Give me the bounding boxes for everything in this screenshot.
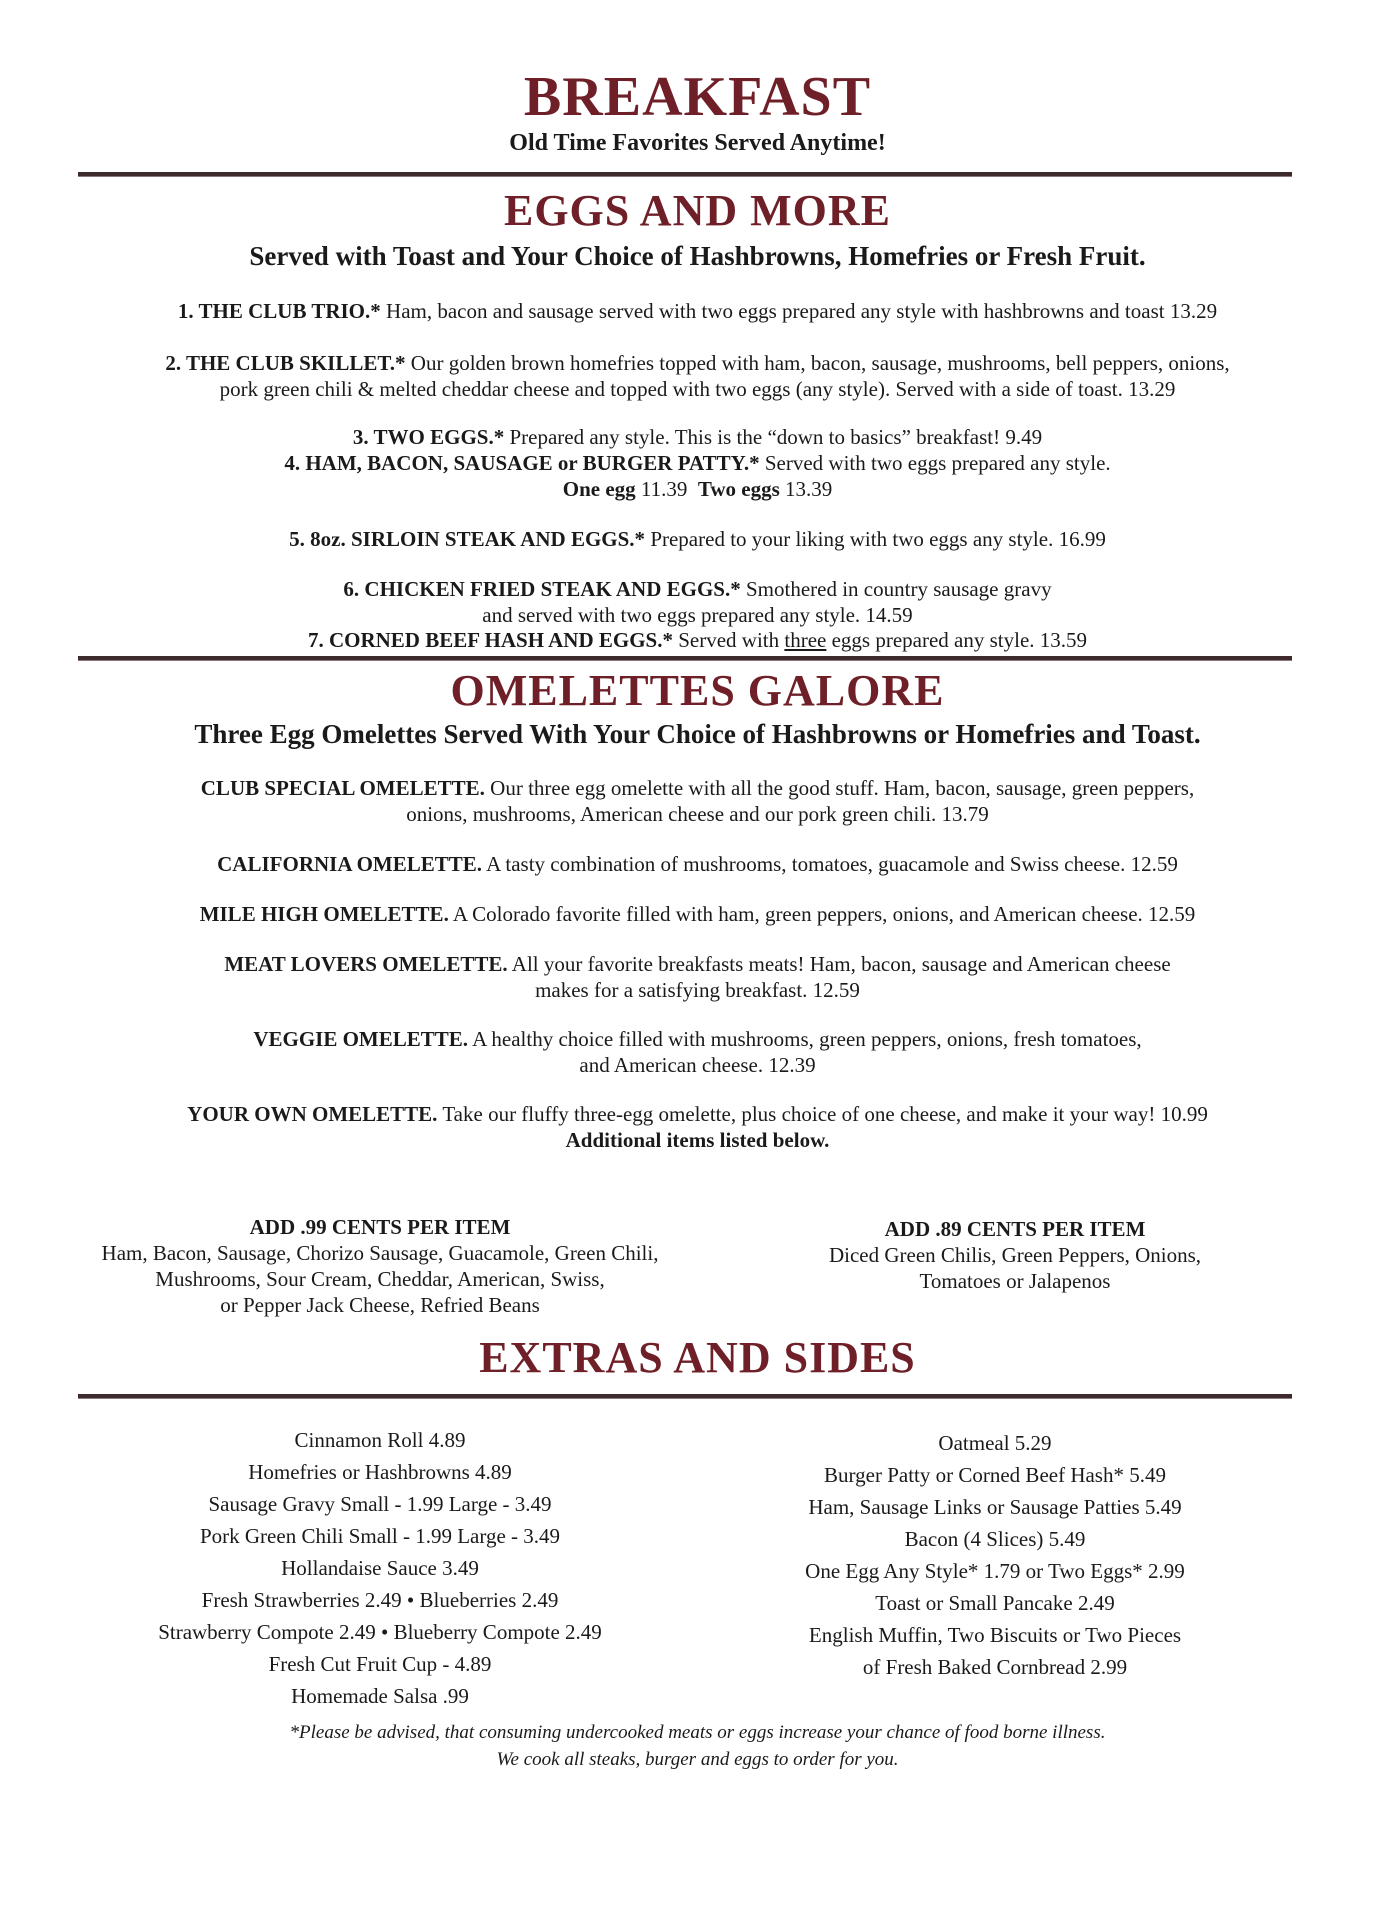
- addons-line: Diced Green Chilis, Green Peppers, Onions,: [828, 1243, 1202, 1267]
- item-name: MEAT LOVERS OMELETTE.: [224, 952, 508, 976]
- item-name: CLUB SPECIAL OMELETTE.: [200, 776, 485, 800]
- item-name: CALIFORNIA OMELETTE.: [217, 852, 483, 876]
- menu-item-veggie-omelette: [60, 1026, 1335, 1078]
- menu-item-ham-bacon: [60, 450, 1335, 502]
- item-name: 3. TWO EGGS.*: [352, 425, 505, 449]
- sides-list-left: [80, 1424, 680, 1712]
- side-item: Ham, Sausage Links or Sausage Patties 5.49: [808, 1495, 1182, 1519]
- side-item: Fresh Cut Fruit Cup - 4.89: [268, 1652, 492, 1676]
- item-desc: A tasty combination of mushrooms, tomatoes, guacamole and Swiss cheese. 12.59: [486, 852, 1178, 876]
- item-desc: Prepared to your liking with two eggs any style. 16.99: [650, 527, 1106, 551]
- item-desc: Our three egg omelette with all the good stuff. Ham, bacon, sausage, green peppers,: [490, 776, 1195, 800]
- item-desc: Prepared any style. This is the “down to basics” breakfast! 9.49: [509, 425, 1043, 449]
- side-item: English Muffin, Two Biscuits or Two Pieces: [808, 1623, 1182, 1647]
- menu-item-meat-lovers-omelette: [60, 951, 1335, 1003]
- item-desc: makes for a satisfying breakfast. 12.59: [535, 978, 860, 1002]
- addons-line: Mushrooms, Sour Cream, Cheddar, American, Swiss,: [155, 1267, 605, 1291]
- item-desc: and served with two eggs prepared any style. 14.59: [482, 603, 913, 627]
- item-name: 2. THE CLUB SKILLET.*: [165, 351, 406, 375]
- item-desc: A Colorado favorite filled with ham, green peppers, onions, and American cheese. 12.59: [452, 902, 1196, 926]
- option-price: 11.39: [640, 477, 688, 501]
- item-desc: Our golden brown homefries topped with ham, bacon, sausage, mushrooms, bell peppers, onions,: [410, 351, 1230, 375]
- item-name: 1. THE CLUB TRIO.*: [177, 299, 381, 323]
- option-price: 13.39: [785, 477, 833, 501]
- item-desc: All your favorite breakfasts meats! Ham, bacon, sausage and American cheese: [511, 952, 1171, 976]
- item-desc: Smothered in country sausage gravy: [745, 577, 1052, 601]
- item-desc-emphasis: three: [784, 628, 827, 652]
- side-item: Oatmeal 5.29: [938, 1431, 1052, 1455]
- menu-item-your-own-omelette: [60, 1101, 1335, 1153]
- addons-right: [790, 1216, 1240, 1294]
- menu-item-two-eggs: [60, 424, 1335, 450]
- addons-left: [80, 1214, 680, 1318]
- side-item: Toast or Small Pancake 2.49: [875, 1591, 1115, 1615]
- side-item: Burger Patty or Corned Beef Hash* 5.49: [824, 1463, 1166, 1487]
- item-desc: onions, mushrooms, American cheese and our pork green chili. 13.79: [406, 802, 989, 826]
- option-label: Two eggs: [697, 477, 780, 501]
- disclaimer-line: We cook all steaks, burger and eggs to order for you.: [496, 1749, 899, 1770]
- menu-item-chicken-fried: [60, 576, 1335, 628]
- menu-item-corned-beef: [60, 627, 1335, 653]
- section-title-omelettes: OMELETTES GALORE: [450, 666, 945, 715]
- side-item: Homemade Salsa .99: [291, 1684, 469, 1708]
- item-note: Additional items listed below.: [565, 1128, 830, 1152]
- side-item: One Egg Any Style* 1.79 or Two Eggs* 2.99: [805, 1559, 1185, 1583]
- addons-heading: ADD .89 CENTS PER ITEM: [884, 1217, 1146, 1241]
- addons-line: or Pepper Jack Cheese, Refried Beans: [220, 1293, 540, 1317]
- menu-item-club-special-omelette: [60, 775, 1335, 827]
- item-desc: Ham, bacon and sausage served with two eggs prepared any style with hashbrowns and toast 13.29: [386, 299, 1218, 323]
- item-name: MILE HIGH OMELETTE.: [199, 902, 449, 926]
- item-name: VEGGIE OMELETTE.: [253, 1027, 469, 1051]
- divider: [78, 172, 1292, 177]
- side-item: Fresh Strawberries 2.49 • Blueberries 2.49: [201, 1588, 559, 1612]
- disclaimer: [0, 1719, 1395, 1773]
- item-name: 7. CORNED BEEF HASH AND EGGS.*: [307, 628, 673, 652]
- item-desc: eggs prepared any style. 13.59: [831, 628, 1088, 652]
- menu-subtitle: Old Time Favorites Served Anytime!: [509, 130, 886, 156]
- disclaimer-line: *Please be advised, that consuming undercooked meats or eggs increase your chance of food borne illness.: [289, 1722, 1106, 1743]
- menu-item-club-skillet: [60, 350, 1335, 402]
- menu-title: BREAKFAST: [523, 66, 872, 128]
- item-name: 6. CHICKEN FRIED STEAK AND EGGS.*: [343, 577, 741, 601]
- section-title-eggs: EGGS AND MORE: [503, 186, 892, 235]
- section-title-extras: EXTRAS AND SIDES: [479, 1333, 916, 1382]
- section-subtitle-eggs: Served with Toast and Your Choice of Hashbrowns, Homefries or Fresh Fruit.: [249, 241, 1146, 271]
- menu-item-california-omelette: [60, 851, 1335, 877]
- option-label: One egg: [562, 477, 636, 501]
- side-item: Bacon (4 Slices) 5.49: [904, 1527, 1086, 1551]
- side-item: of Fresh Baked Cornbread 2.99: [862, 1655, 1128, 1679]
- menu-item-mile-high-omelette: [60, 901, 1335, 927]
- item-desc: Take our fluffy three-egg omelette, plus choice of one cheese, and make it your way! 10.99: [442, 1102, 1208, 1126]
- side-item: Homefries or Hashbrowns 4.89: [248, 1460, 512, 1484]
- item-desc: pork green chili & melted cheddar cheese and topped with two eggs (any style). Served with a side of toast. 13.29: [219, 377, 1176, 401]
- menu-item-club-trio: [60, 298, 1335, 324]
- item-desc: Served with: [678, 628, 780, 652]
- item-name: 5. 8oz. SIRLOIN STEAK AND EGGS.*: [289, 527, 646, 551]
- item-desc: and American cheese. 12.39: [579, 1053, 816, 1077]
- item-desc: A healthy choice filled with mushrooms, green peppers, onions, fresh tomatoes,: [472, 1027, 1142, 1051]
- menu-item-sirloin: [60, 526, 1335, 552]
- side-item: Pork Green Chili Small - 1.99 Large - 3.49: [199, 1524, 561, 1548]
- divider: [78, 656, 1292, 661]
- side-item: Sausage Gravy Small - 1.99 Large - 3.49: [208, 1492, 552, 1516]
- item-desc: Served with two eggs prepared any style.: [764, 451, 1111, 475]
- addons-line: Tomatoes or Jalapenos: [919, 1269, 1111, 1293]
- divider: [78, 1394, 1292, 1399]
- sides-list-right: [745, 1427, 1245, 1683]
- addons-heading: ADD .99 CENTS PER ITEM: [249, 1215, 511, 1239]
- section-subtitle-omelettes: Three Egg Omelettes Served With Your Choice of Hashbrowns or Homefries and Toast.: [194, 719, 1201, 749]
- addons-line: Ham, Bacon, Sausage, Chorizo Sausage, Guacamole, Green Chili,: [101, 1241, 659, 1265]
- item-name: 4. HAM, BACON, SAUSAGE or BURGER PATTY.*: [284, 451, 760, 475]
- side-item: Strawberry Compote 2.49 • Blueberry Compote 2.49: [158, 1620, 602, 1644]
- side-item: Cinnamon Roll 4.89: [294, 1428, 466, 1452]
- side-item: Hollandaise Sauce 3.49: [281, 1556, 479, 1580]
- item-name: YOUR OWN OMELETTE.: [187, 1102, 438, 1126]
